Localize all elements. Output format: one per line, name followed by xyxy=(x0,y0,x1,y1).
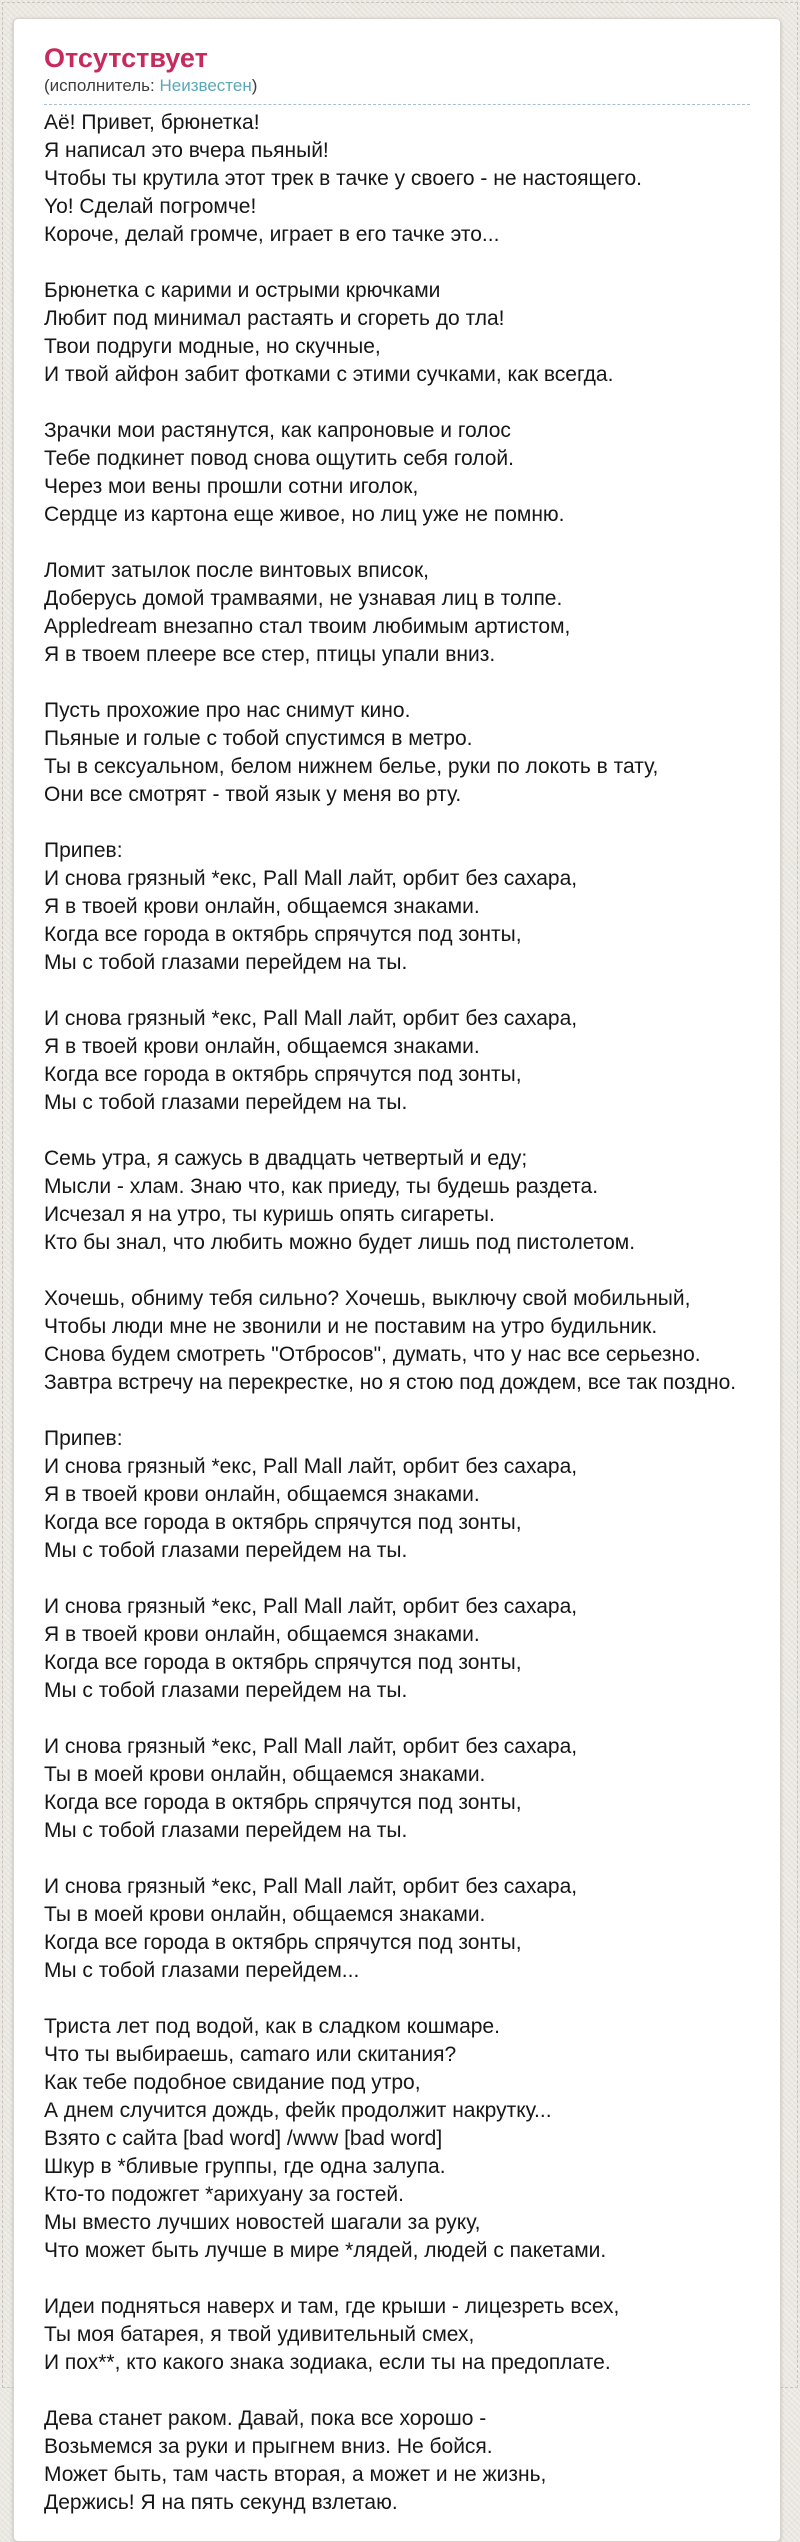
lyric-line: Хочешь, обниму тебя сильно? Хочешь, выключу свой мобильный, xyxy=(44,1287,691,1310)
lyric-line: И пох**, кто какого знака зодиака, если ты на предоплате. xyxy=(44,2351,611,2374)
stanza xyxy=(44,1285,750,1397)
lyric-line: Может быть, там часть вторая, а может и не жизнь, xyxy=(44,2463,547,2486)
artist-label-prefix: (исполнитель: xyxy=(44,76,160,95)
artist-link[interactable]: Неизвестен xyxy=(159,76,252,95)
lyric-line: Они все смотрят - твой язык у меня во рту. xyxy=(44,783,462,806)
lyric-line: Когда все города в октябрь спрячутся под зонты, xyxy=(44,1063,522,1086)
lyric-line: Appledream внезапно стал твоим любимым артистом, xyxy=(44,615,571,638)
stanza xyxy=(44,1425,750,1565)
lyric-line: Завтра встречу на перекрестке, но я стою под дождем, все так поздно. xyxy=(44,1371,737,1394)
lyric-line: Сердце из картона еще живое, но лиц уже не помню. xyxy=(44,503,565,526)
stanza xyxy=(44,277,750,389)
lyric-line: Я в твоей крови онлайн, общаемся знаками. xyxy=(44,1035,480,1058)
page-title: Отсутствует xyxy=(44,43,208,73)
lyric-line: Держись! Я на пять секунд взлетаю. xyxy=(44,2491,398,2514)
lyric-line: Мы с тобой глазами перейдем на ты. xyxy=(44,1819,408,1842)
lyric-line: Исчезал я на утро, ты куришь опять сигареты. xyxy=(44,1203,495,1226)
lyric-line: Тебе подкинет повод снова ощутить себя голой. xyxy=(44,447,514,470)
lyric-line: И снова грязный *екс, Pall Mall лайт, орбит без сахара, xyxy=(44,1595,578,1618)
lyric-line: Когда все города в октябрь спрячутся под зонты, xyxy=(44,1511,522,1534)
lyric-line: Когда все города в октябрь спрячутся под зонты, xyxy=(44,1931,522,1954)
stanza xyxy=(44,1733,750,1845)
lyric-line: И снова грязный *екс, Pall Mall лайт, орбит без сахара, xyxy=(44,1455,578,1478)
lyric-line: И твой айфон забит фотками с этими сучками, как всегда. xyxy=(44,363,614,386)
lyrics-card xyxy=(13,18,781,2542)
stanza xyxy=(44,557,750,669)
lyric-line: Кто бы знал, что любить можно будет лишь под пистолетом. xyxy=(44,1231,636,1254)
lyric-line: Ты в моей крови онлайн, общаемся знаками. xyxy=(44,1903,486,1926)
lyric-line: Пьяные и голые с тобой спустимся в метро. xyxy=(44,727,473,750)
stanza xyxy=(44,2405,750,2517)
lyric-line: Аё! Привет, брюнетка! xyxy=(44,111,260,134)
stanza xyxy=(44,837,750,977)
lyric-line: Когда все города в октябрь спрячутся под зонты, xyxy=(44,1651,522,1674)
lyric-line: Идеи подняться наверх и там, где крыши - лицезреть всех, xyxy=(44,2295,620,2318)
lyric-line: Я написал это вчера пьяный! xyxy=(44,139,329,162)
lyric-line: Мы с тобой глазами перейдем на ты. xyxy=(44,951,408,974)
lyric-line: Припев: xyxy=(44,1427,123,1450)
lyric-line: Чтобы люди мне не звонили и не поставим на утро будильник. xyxy=(44,1315,658,1338)
lyric-line: Я в твоей крови онлайн, общаемся знаками. xyxy=(44,1483,480,1506)
stanza xyxy=(44,417,750,529)
lyric-line: И снова грязный *екс, Pall Mall лайт, орбит без сахара, xyxy=(44,1007,578,1030)
lyric-line: Мы с тобой глазами перейдем на ты. xyxy=(44,1539,408,1562)
lyric-line: Когда все города в октябрь спрячутся под зонты, xyxy=(44,923,522,946)
lyric-line: Через мои вены прошли сотни иголок, xyxy=(44,475,419,498)
lyric-line: Шкур в *бливые группы, где одна залупа. xyxy=(44,2155,446,2178)
stanza xyxy=(44,2293,750,2377)
lyrics xyxy=(44,109,750,2517)
lyric-line: Возьмемся за руки и прыгнем вниз. Не бойся. xyxy=(44,2435,493,2458)
lyric-line: Я в твоей крови онлайн, общаемся знаками. xyxy=(44,895,480,918)
lyric-line: Я в твоем плеере все стер, птицы упали вниз. xyxy=(44,643,496,666)
lyric-line: Чтобы ты крутила этот трек в тачке у своего - не настоящего. xyxy=(44,167,642,190)
lyric-line: Ломит затылок после винтовых вписок, xyxy=(44,559,429,582)
lyric-line: Снова будем смотреть "Отбросов", думать, что у нас все серьезно. xyxy=(44,1343,701,1366)
lyric-line: Мысли - хлам. Знаю что, как приеду, ты будешь раздета. xyxy=(44,1175,599,1198)
lyric-line: Yo! Сделай погромче! xyxy=(44,195,257,218)
lyric-line: Я в твоей крови онлайн, общаемся знаками. xyxy=(44,1623,480,1646)
lyric-line: Триста лет под водой, как в сладком кошмаре. xyxy=(44,2015,500,2038)
stanza xyxy=(44,1005,750,1117)
lyric-line: Припев: xyxy=(44,839,123,862)
lyric-line: И снова грязный *екс, Pall Mall лайт, орбит без сахара, xyxy=(44,1875,578,1898)
lyric-line: Ты моя батарея, я твой удивительный смех, xyxy=(44,2323,475,2346)
lyric-line: Что ты выбираешь, camaro или скитания? xyxy=(44,2043,457,2066)
stanza xyxy=(44,1593,750,1705)
stanza xyxy=(44,1145,750,1257)
lyric-line: Короче, делай громче, играет в его тачке это... xyxy=(44,223,500,246)
stanza xyxy=(44,697,750,809)
lyric-line: Взято с сайта [bad word] /www [bad word] xyxy=(44,2127,443,2150)
lyric-line: Что может быть лучше в мире *лядей, людей с пакетами. xyxy=(44,2239,607,2262)
lyric-line: И снова грязный *екс, Pall Mall лайт, орбит без сахара, xyxy=(44,867,578,890)
lyric-line: Любит под минимал растаять и сгореть до тла! xyxy=(44,307,505,330)
lyric-line: Мы вместо лучших новостей шагали за руку, xyxy=(44,2211,481,2234)
lyric-line: Мы с тобой глазами перейдем... xyxy=(44,1959,360,1982)
lyric-line: Ты в сексуальном, белом нижнем белье, руки по локоть в тату, xyxy=(44,755,659,778)
lyric-line: Кто-то подожгет *арихуану за гостей. xyxy=(44,2183,404,2206)
lyric-line: И снова грязный *екс, Pall Mall лайт, орбит без сахара, xyxy=(44,1735,578,1758)
lyric-line: Твои подруги модные, но скучные, xyxy=(44,335,381,358)
stanza xyxy=(44,2013,750,2265)
lyric-line: Зрачки мои растянутся, как капроновые и голос xyxy=(44,419,511,442)
artist-row xyxy=(44,75,750,105)
lyric-line: Как тебе подобное свидание под утро, xyxy=(44,2071,421,2094)
lyric-line: Мы с тобой глазами перейдем на ты. xyxy=(44,1679,408,1702)
lyric-line: Брюнетка с карими и острыми крючками xyxy=(44,279,441,302)
lyric-line: А днем случится дождь, фейк продолжит накрутку... xyxy=(44,2099,552,2122)
lyric-line: Дева станет раком. Давай, пока все хорошо - xyxy=(44,2407,487,2430)
lyric-line: Доберусь домой трамваями, не узнавая лиц в толпе. xyxy=(44,587,563,610)
stanza xyxy=(44,1873,750,1985)
lyric-line: Семь утра, я сажусь в двадцать четвертый и еду; xyxy=(44,1147,528,1170)
stanza xyxy=(44,109,750,249)
lyric-line: Ты в моей крови онлайн, общаемся знаками. xyxy=(44,1763,486,1786)
lyric-line: Пусть прохожие про нас снимут кино. xyxy=(44,699,411,722)
artist-label-suffix: ) xyxy=(251,76,258,95)
lyric-line: Мы с тобой глазами перейдем на ты. xyxy=(44,1091,408,1114)
lyric-line: Когда все города в октябрь спрячутся под зонты, xyxy=(44,1791,522,1814)
